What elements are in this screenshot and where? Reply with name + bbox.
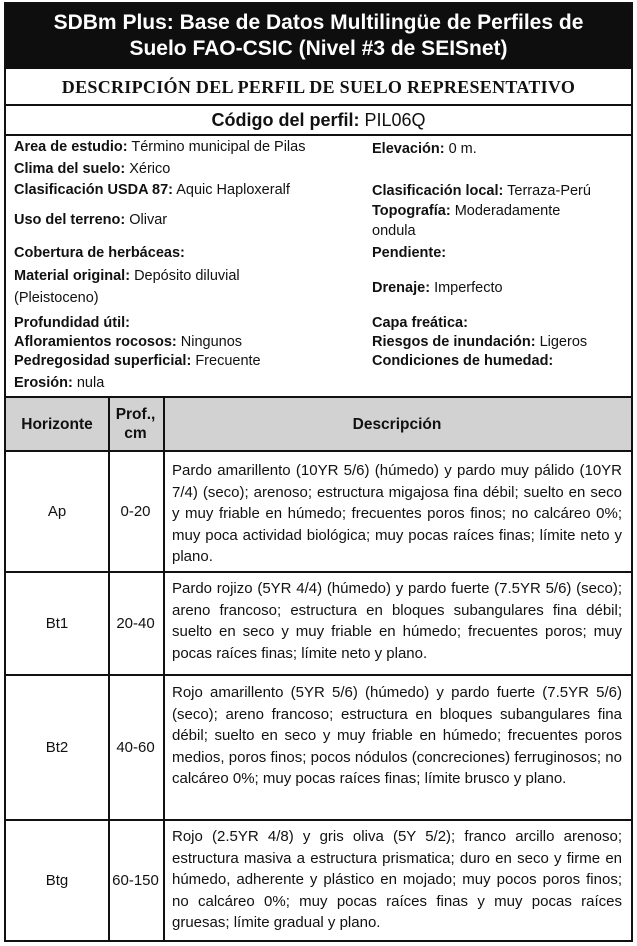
- field-afloramientos-value: Ningunos: [180, 334, 243, 350]
- field-usda: [14, 181, 290, 199]
- field-erosion-value: nula: [76, 375, 105, 391]
- field-elevacion: [372, 140, 477, 158]
- field-area: [14, 138, 305, 156]
- row4-descripcion: Rojo (2.5YR 4/8) y gris oliva (5Y 5/2); franco arcillo arenoso; estructura masiva a estructura prismatica; duro en seco y firme en húmedo, adherente y plástico en mojado; muy pocos poros finos; no calcáreo 0%; muy pocas raíces finas y muy pocas raíces gruesas; límite gradual y plano.: [172, 828, 622, 931]
- field-erosion: [14, 374, 104, 392]
- field-drenaje: [372, 279, 503, 297]
- field-elevacion-value: 0 m.: [448, 141, 477, 157]
- field-cobertura: [14, 244, 185, 262]
- field-erosion-label: Erosión:: [14, 375, 73, 391]
- field-topografia-value: Moderadamente: [454, 203, 561, 219]
- field-condiciones: [372, 352, 553, 370]
- field-clima: [14, 160, 170, 178]
- field-capa: [372, 314, 468, 332]
- field-material-cont: [14, 289, 99, 307]
- row3-horizonte: Bt2: [45, 739, 69, 756]
- field-clasif-local: [372, 182, 591, 200]
- row3-prof: 40-60: [116, 739, 155, 756]
- section-subtitle: DESCRIPCIÓN DEL PERFIL DE SUELO REPRESENTATIVO: [6, 69, 631, 106]
- profile-code-label: Código del perfil:: [211, 110, 360, 130]
- field-area-value: Término municipal de Pilas: [131, 139, 306, 155]
- row3-descripcion: Rojo amarillento (5YR 5/6) (húmedo) y pardo fuerte (7.5YR 5/6) (seco); areno francoso; estructura en bloques subangulares fina débil; suelto en seco y muy friable en húmedo; frecuentes poros medios, poros finos; pocos nódulos (concreciones) ferruginosos; no calcáreo 0%; muy pocas raíces finas; límite brusco y plano.: [172, 684, 622, 787]
- field-riesgos: [372, 333, 587, 351]
- column-divider-2: [163, 396, 165, 940]
- field-afloramientos-label: Afloramientos rocosos:: [14, 334, 177, 350]
- field-cobertura-label: Cobertura de herbáceas:: [14, 245, 185, 261]
- field-usda-label: Clasificación USDA 87:: [14, 182, 174, 198]
- field-clasif-local-value: Terraza-Perú: [507, 183, 591, 199]
- field-pendiente: [372, 244, 446, 262]
- row4-horizonte: Btg: [45, 872, 69, 889]
- field-material-value2: (Pleistoceno): [14, 290, 99, 306]
- field-condiciones-label: Condiciones de humedad:: [372, 353, 554, 369]
- field-pedregosidad-value: Frecuente: [195, 353, 261, 369]
- profile-code: [6, 106, 631, 136]
- field-usda-value: Aquic Haploxeralf: [176, 182, 290, 198]
- field-drenaje-label: Drenaje:: [372, 280, 431, 296]
- field-area-label: Area de estudio:: [14, 139, 128, 155]
- field-uso-label: Uso del terreno:: [14, 212, 126, 228]
- field-profundidad-label: Profundidad útil:: [14, 315, 130, 331]
- row2-horizonte: Bt1: [45, 615, 69, 632]
- header-horizonte: Horizonte: [21, 415, 93, 433]
- field-afloramientos: [14, 333, 242, 351]
- field-topografia-label: Topografía:: [372, 203, 451, 219]
- field-riesgos-value: Ligeros: [539, 334, 588, 350]
- field-material-label: Material original:: [14, 268, 131, 284]
- field-clasif-local-label: Clasificación local:: [372, 183, 504, 199]
- header-prof-line1: Prof.,: [115, 406, 156, 423]
- field-uso-value: Olivar: [129, 212, 168, 228]
- header-title-line2: Suelo FAO-CSIC (Nivel #3 de SEISnet): [129, 37, 508, 60]
- field-clima-label: Clima del suelo:: [14, 161, 126, 177]
- field-material-value: Depósito diluvial: [134, 268, 240, 284]
- soil-profile-sheet: [4, 2, 633, 942]
- field-pedregosidad: [14, 352, 261, 370]
- horizons-table-header: [6, 396, 631, 452]
- header-title-line1: SDBm Plus: Base de Datos Multilingüe de Perfiles de: [53, 11, 584, 34]
- field-capa-label: Capa freática:: [372, 315, 468, 331]
- row1-prof: 0-20: [120, 503, 151, 520]
- header-prof: [110, 398, 161, 450]
- field-profundidad: [14, 314, 130, 332]
- field-topografia-value2: ondula: [372, 223, 416, 239]
- header-prof-line2: cm: [124, 425, 147, 442]
- field-pendiente-label: Pendiente:: [372, 245, 447, 261]
- field-elevacion-label: Elevación:: [372, 141, 445, 157]
- field-drenaje-value: Imperfecto: [434, 280, 503, 296]
- field-riesgos-label: Riesgos de inundación:: [372, 334, 536, 350]
- field-topografia: [372, 202, 560, 220]
- row1-descripcion: Pardo amarillento (10YR 5/6) (húmedo) y pardo muy pálido (10YR 7/4) (seco); arenoso; estructura migajosa fina débil; suelto en seco y muy friable en húmedo; frecuentes poros finos; no calcáreo 0%; muy poca actividad biológica; muy pocas raíces finas; límite neto y plano.: [172, 462, 622, 565]
- row2-prof: 20-40: [116, 615, 155, 632]
- row4-prof: 60-150: [112, 872, 159, 889]
- profile-code-value: PIL06Q: [364, 110, 426, 130]
- document-header: [6, 4, 631, 69]
- header-descripcion: Descripción: [352, 415, 442, 433]
- field-topografia-cont: [372, 222, 416, 240]
- row1-horizonte: Ap: [47, 503, 67, 520]
- field-clima-value: Xérico: [129, 161, 171, 177]
- field-material: [14, 267, 240, 285]
- row2-descripcion: Pardo rojizo (5YR 4/4) (húmedo) y pardo fuerte (7.5YR 5/6) (seco); areno francoso; estructura en bloques subangulares fina débil; suelto en seco y muy friable en húmedo; frecuentes poros; muy pocas raíces finas; límite neto y plano.: [172, 580, 622, 662]
- field-uso: [14, 211, 167, 229]
- field-pedregosidad-label: Pedregosidad superficial:: [14, 353, 192, 369]
